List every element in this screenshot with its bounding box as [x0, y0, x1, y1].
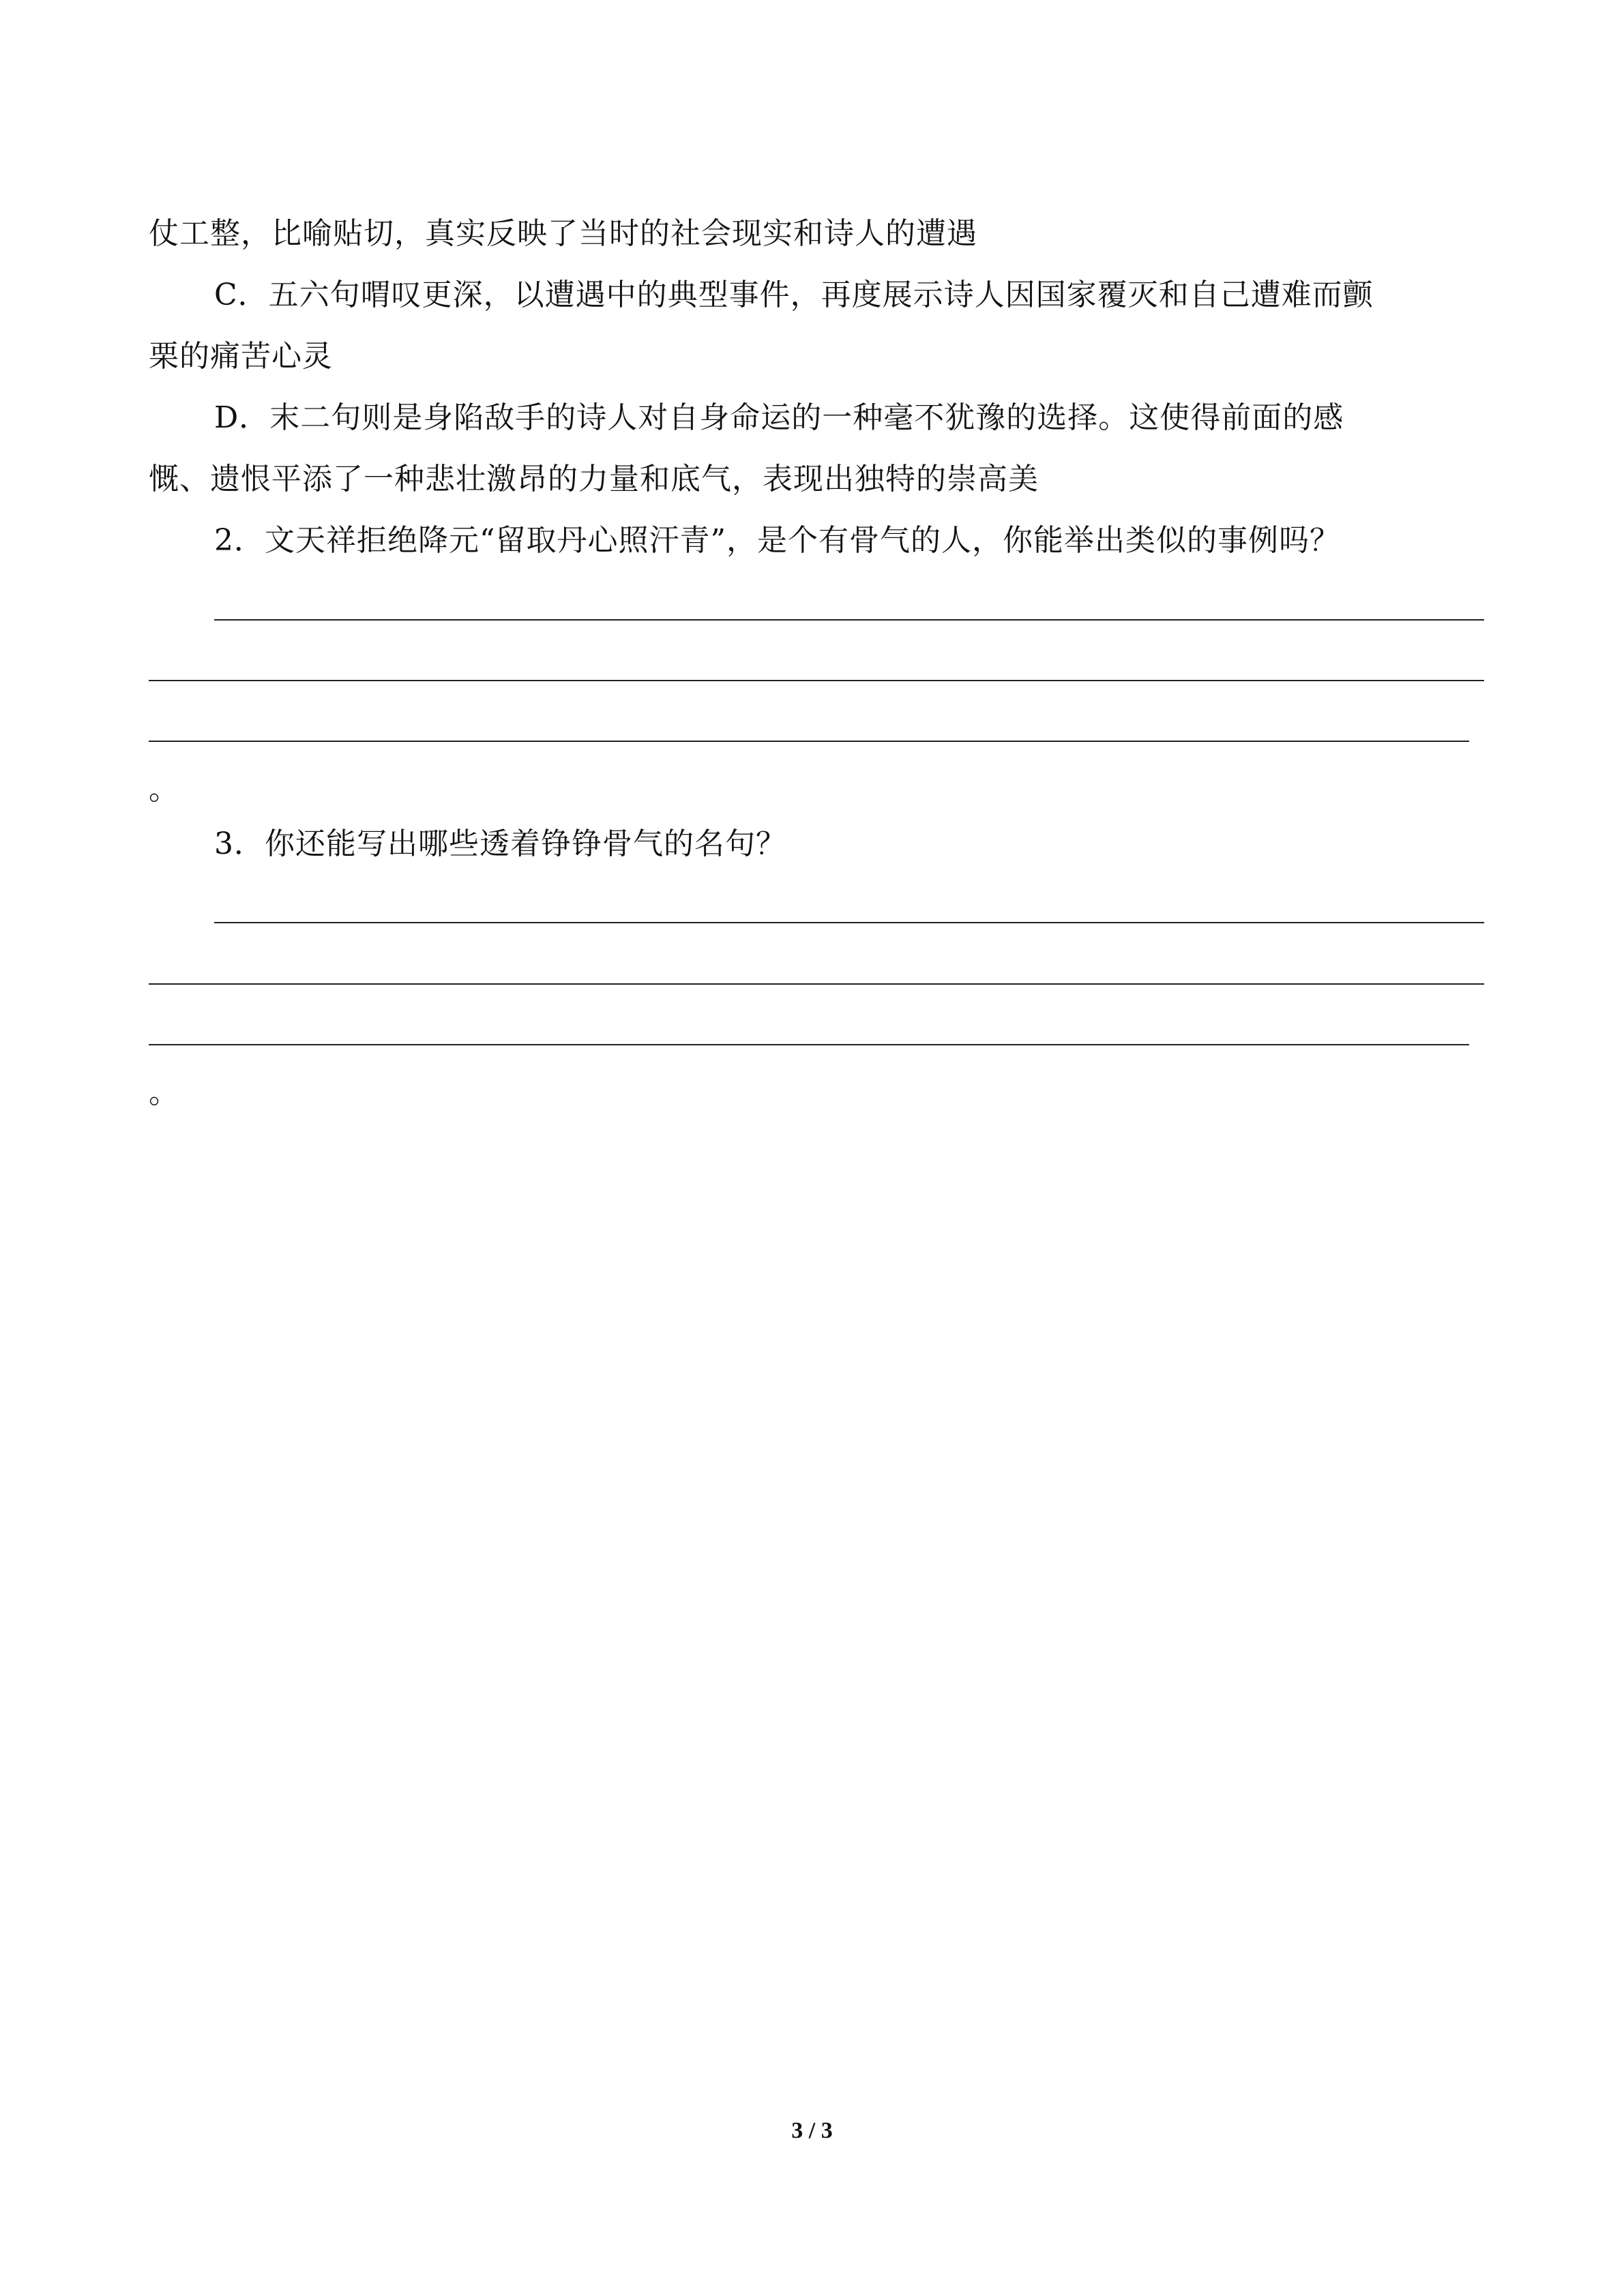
- question-3-answer-line-2[interactable]: [149, 983, 1484, 985]
- question-2-answer-line-2[interactable]: [149, 680, 1484, 681]
- question-2-answer-line-3[interactable]: [149, 741, 1469, 742]
- page-number: 3 / 3: [791, 2118, 833, 2143]
- question-2-prompt: 2．文天祥拒绝降元“留取丹心照汗青”，是个有骨气的人，你能举出类似的事例吗？: [214, 523, 1340, 558]
- option-b-continuation-line: 仗工整，比喻贴切，真实反映了当时的社会现实和诗人的遭遇: [149, 216, 977, 251]
- question-3-answer-line-3[interactable]: [149, 1044, 1469, 1045]
- question-2-answer-line-1[interactable]: [214, 619, 1484, 621]
- option-d-line-2: 慨、遗恨平添了一种悲壮激昂的力量和底气，表现出独特的崇高美: [149, 462, 1039, 496]
- option-c-line-2: 栗的痛苦心灵: [149, 339, 333, 374]
- option-d-line-1: D．末二句则是身陷敌手的诗人对自身命运的一种毫不犹豫的选择。这使得前面的感: [214, 400, 1344, 435]
- question-3-prompt: 3．你还能写出哪些透着铮铮骨气的名句？: [214, 826, 786, 861]
- option-c-line-1: C．五六句喟叹更深，以遭遇中的典型事件，再度展示诗人因国家覆灭和自己遭难而颤: [214, 278, 1374, 312]
- question-3-answer-line-1[interactable]: [214, 922, 1484, 923]
- question-3-end-mark: 。: [149, 1075, 179, 1110]
- question-2-end-mark: 。: [149, 772, 179, 807]
